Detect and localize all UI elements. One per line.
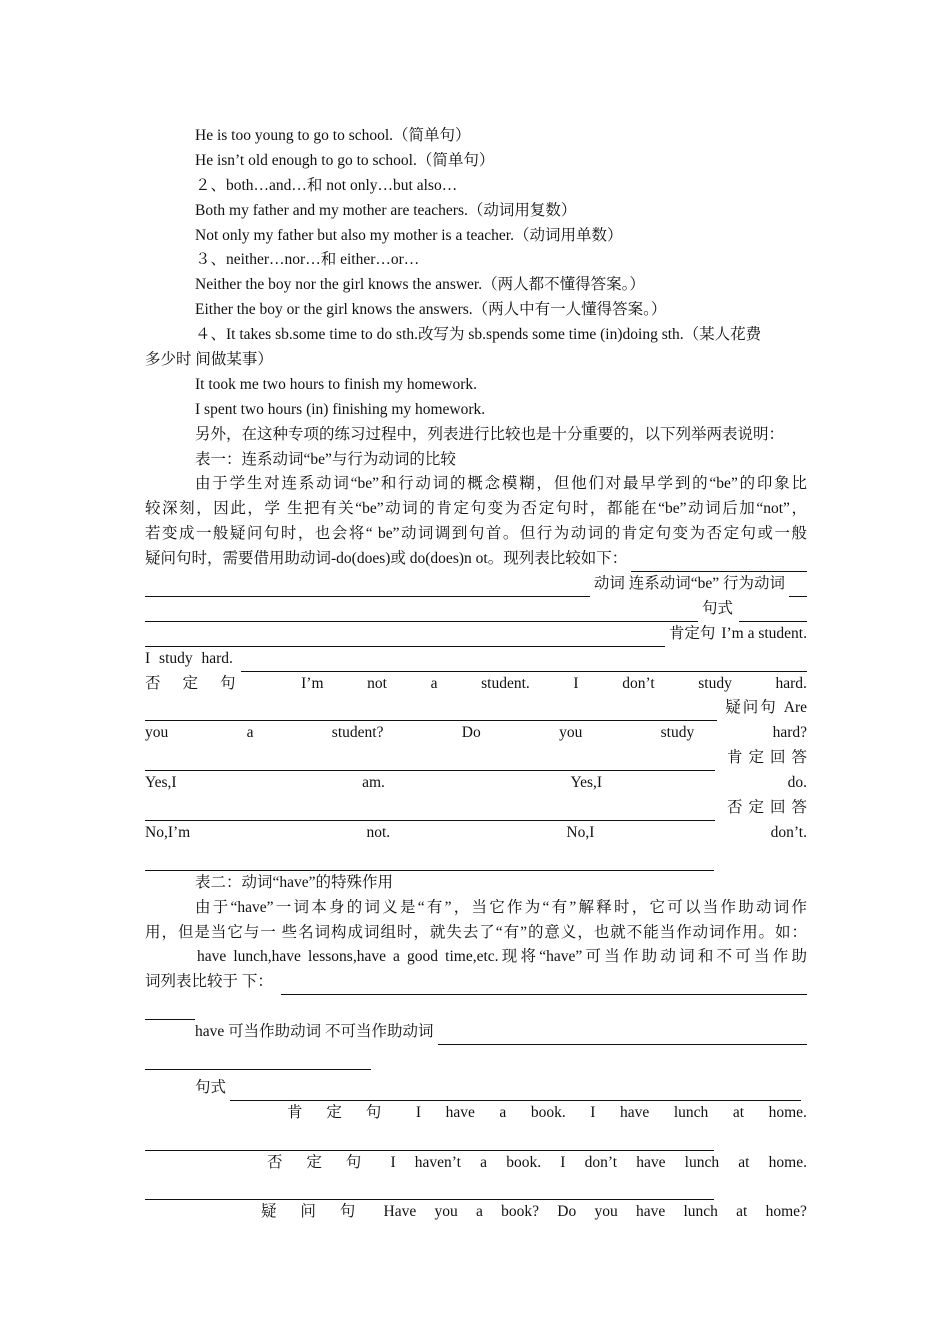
table2-affirmative-label: 肯 定 句 (287, 1103, 392, 1121)
text-line: He is too young to go to school.（简单句） (195, 127, 471, 144)
table1-yes-word: do. (787, 774, 807, 792)
table2-question-word: book? (501, 1203, 539, 1221)
table1-no-word: don’t. (770, 823, 807, 841)
table1-question-start: Are (783, 699, 807, 717)
table1-header-row (145, 572, 807, 597)
paragraph-line: have lunch,have lessons,have a good time,etc.现将“have”可当作助动词和不可当作助 (197, 948, 807, 966)
underline-rule (145, 1051, 371, 1070)
table2-affirmative-rule (145, 1126, 807, 1151)
table1-negative-be-word: not (367, 674, 387, 692)
table1-affirmative-label: 肯定句 (668, 624, 716, 642)
underline-rule (281, 976, 807, 995)
table1-question-word: Do (461, 724, 481, 742)
table2-negative-word: book. (506, 1153, 542, 1171)
paragraph-line: 由于学生对连系动词“be”和行动词的概念模糊，但他们对最早学到的“be”的印象比 (195, 475, 807, 493)
table2-header-row (145, 1020, 807, 1045)
table2-question-word: at (736, 1203, 748, 1221)
table2-question-row (145, 1200, 807, 1225)
table2-question-word: lunch (683, 1203, 718, 1221)
table2-question-label: 疑 问 句 (261, 1203, 366, 1221)
table1-bottom-rule (145, 846, 807, 871)
underline-rule (145, 1001, 195, 1020)
table2-affirmative-word: I (415, 1103, 421, 1121)
table2-negative-word: I (560, 1153, 566, 1171)
table1-yes-row (145, 771, 807, 796)
table2-question-word: home? (765, 1203, 807, 1221)
text-line: Neither the boy nor the girl knows the answer.（两人都不懂得答案。） (195, 276, 645, 294)
underline-rule (145, 603, 698, 622)
table2-affirmative-word: have (620, 1103, 650, 1121)
table1-question-word: hard? (772, 724, 807, 742)
underline-rule (145, 802, 715, 821)
underline-rule (145, 702, 717, 721)
table2-negative-word: home. (768, 1153, 807, 1171)
table1-affirmative-do: I study hard. (145, 649, 233, 667)
table1-negative-row (145, 672, 807, 697)
table1-affirmative-do-row (145, 647, 807, 672)
underline-rule (145, 1132, 714, 1151)
table2-affirmative-word: book. (530, 1103, 566, 1121)
table1-no-word: not. (366, 823, 391, 841)
underline-rule (789, 578, 807, 597)
table1-affirmative-row (145, 622, 807, 647)
table2-negative-rule (145, 1175, 807, 1200)
table2-title: 表二：动词“have”的特殊作用 (195, 873, 394, 891)
table2-negative-row (145, 1151, 807, 1176)
table2-negative-word: haven’t (414, 1153, 461, 1171)
table2-affirmative-word: a (499, 1103, 507, 1121)
table2-question-word: Do (557, 1203, 577, 1221)
underline-rule (145, 752, 715, 771)
table1-yes-word: Yes,I (570, 774, 603, 792)
table1-affirmative-be: I’m a student. (721, 624, 807, 642)
paragraph-line: 较深刻，因此，学 生把有关“be”动词的肯定句变为否定句时，都能在“be”动词后加“not”， (145, 500, 807, 518)
underline-rule (145, 852, 714, 871)
table1-yes-label-row (145, 746, 813, 771)
underline-row (145, 1045, 807, 1070)
table1-title: 表一：连系动词“be”与行为动词的比较 (195, 450, 456, 468)
table2-negative-word: I (390, 1153, 396, 1171)
text-line: He isn’t old enough to go to school.（简单句） (195, 151, 495, 169)
table2-affirmative-word: home. (768, 1103, 807, 1121)
underline-rule (145, 628, 665, 647)
underline-row (145, 995, 807, 1020)
table2-question-word: a (475, 1203, 483, 1221)
table1-question-row (145, 721, 807, 746)
paragraph-line: 由于“have”一词本身的词义是“有”，当它作为“有”解释时，它可以当作助动词作 (195, 898, 807, 916)
underline-rule (631, 553, 807, 572)
table1-form-label: 句式 (701, 599, 733, 617)
paragraph-line (145, 547, 807, 572)
table1-question-word: a (246, 724, 254, 742)
table2-question-word: Have (383, 1203, 417, 1221)
table2-negative-label: 否 定 句 (267, 1153, 372, 1171)
text-line: ４、It takes sb.some time to do sth.改写为 sb.spends some time (in)doing sth.（某人花费 (195, 326, 762, 344)
text-line: ２、both…and…和 not only…but also… (195, 176, 458, 194)
table1-no-label: 否定回答 (726, 799, 813, 817)
text-line: ３、neither…nor…和 either…or… (195, 251, 420, 269)
table1-yes-label: 肯定回答 (726, 749, 813, 767)
table1-question-word: student? (331, 724, 384, 742)
table2-negative-word: at (738, 1153, 750, 1171)
table2-negative-word: don’t (584, 1153, 618, 1171)
text-line: Either the boy or the girl knows the answers.（两人中有一人懂得答案。） (195, 301, 667, 319)
table2-affirmative-word: lunch (673, 1103, 709, 1121)
underline-rule (145, 578, 590, 597)
table1-header: 动词 连系动词“be” 行为动词 (593, 575, 785, 593)
underline-rule (438, 1026, 807, 1045)
underline-rule (145, 1181, 714, 1200)
text-line: Both my father and my mother are teachers.（动词用复数） (195, 201, 577, 219)
table2-form-label: 句式 (195, 1078, 227, 1096)
table2-negative-word: have (636, 1153, 666, 1171)
table1-negative-be-word: I’m (301, 674, 324, 692)
underline-rule (241, 653, 807, 672)
table1-negative-do-word: I (573, 674, 579, 692)
paragraph-line (145, 970, 807, 995)
table1-question-label-row (145, 696, 807, 721)
table1-negative-label: 否定句 (145, 674, 258, 692)
text-line: 多少时 间做某事） (145, 351, 273, 369)
table1-negative-do-word: don’t (622, 674, 655, 692)
table1-no-row (145, 821, 807, 846)
document-page (145, 124, 813, 1225)
table2-question-word: you (434, 1203, 458, 1221)
table2-affirmative-word: I (590, 1103, 596, 1121)
table1-no-word: No,I’m (145, 823, 191, 841)
table1-question-word: study (660, 724, 695, 742)
table2-affirmative-row (145, 1101, 807, 1126)
text-line: 另外，在这种专项的练习过程中，列表进行比较也是十分重要的，以下列举两表说明： (195, 425, 785, 443)
table1-negative-do-word: hard. (775, 674, 807, 692)
table2-form-row (145, 1076, 807, 1101)
table1-no-label-row (145, 796, 813, 821)
text-line: I spent two hours (in) finishing my homework. (195, 400, 486, 418)
table1-question-label: 疑问句 (725, 699, 778, 717)
paragraph-line: 若变成一般疑问句时，也会将“ be”动词调到句首。但行为动词的肯定句变为否定句或一般 (145, 525, 807, 543)
table2-header: have 可当作助动词 不可当作助动词 (195, 1023, 434, 1041)
table2-negative-word: lunch (684, 1153, 720, 1171)
table1-yes-word: Yes,I (145, 774, 177, 792)
text-line: Not only my father but also my mother is a teacher.（动词用单数） (195, 226, 623, 244)
underline-rule (739, 603, 807, 622)
text-line: It took me two hours to finish my homework. (195, 375, 477, 393)
table1-no-word: No,I (566, 823, 595, 841)
table1-form-row (145, 597, 807, 622)
paragraph-text: 词列表比较于 下： (145, 973, 273, 991)
table2-question-word: you (594, 1203, 618, 1221)
table1-negative-be-word: student. (481, 674, 530, 692)
table1-yes-word: am. (362, 774, 385, 792)
table2-negative-word: a (480, 1153, 488, 1171)
table2-affirmative-word: at (732, 1103, 745, 1121)
paragraph-line: 用，但是当它与一 些名词构成词组时，就失去了“有”的意义，也就不能当作动词作用。如： (145, 923, 807, 941)
table1-negative-do-word: study (698, 674, 732, 692)
table2-question-word: have (635, 1203, 666, 1221)
table1-question-word: you (145, 724, 169, 742)
paragraph-text: 疑问句时，需要借用助动词-do(does)或 do(does)n ot。现列表比较如下： (145, 550, 628, 568)
table1-question-word: you (559, 724, 583, 742)
table1-negative-be-word: a (430, 674, 438, 692)
underline-rule (230, 1082, 801, 1101)
table2-affirmative-word: have (445, 1103, 475, 1121)
